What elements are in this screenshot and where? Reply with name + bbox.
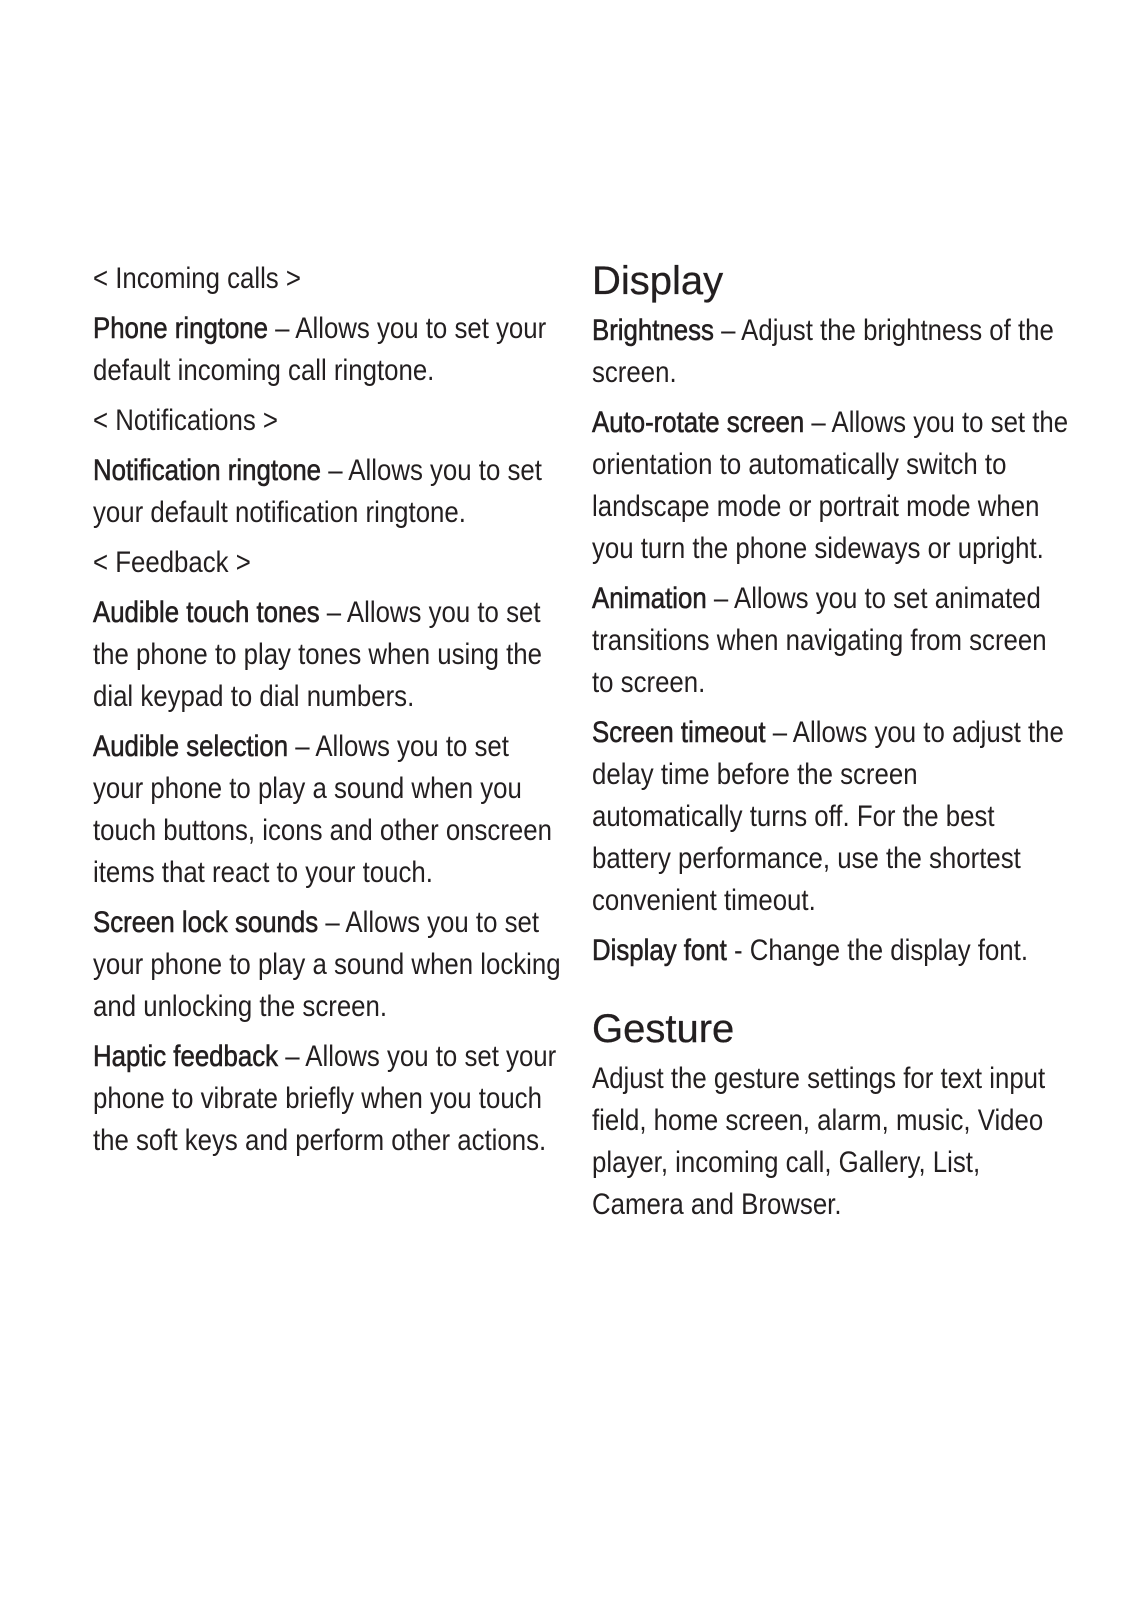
display-font-term: Display font	[592, 934, 727, 967]
brightness-entry	[592, 310, 1071, 394]
left-column	[93, 258, 563, 1170]
screen-timeout-term: Screen timeout	[592, 716, 766, 749]
notification-ringtone-text: – Allows you to set your default notification ringtone.	[93, 454, 542, 529]
haptic-feedback-term: Haptic feedback	[93, 1040, 279, 1073]
animation-term: Animation	[592, 582, 707, 615]
notifications-heading: < Notifications >	[93, 404, 279, 437]
haptic-feedback-entry	[93, 1036, 562, 1162]
auto-rotate-term: Auto-rotate screen	[592, 406, 805, 439]
right-column	[592, 258, 1072, 1234]
screen-timeout-entry	[592, 712, 1071, 922]
notification-ringtone-entry	[93, 450, 562, 534]
display-heading: Display	[592, 259, 724, 303]
audible-touch-tones-entry	[93, 592, 562, 718]
brightness-term: Brightness	[592, 314, 714, 347]
phone-ringtone-entry	[93, 308, 562, 392]
audible-touch-tones-term: Audible touch tones	[93, 596, 320, 629]
display-font-text: - Change the display font.	[726, 934, 1028, 967]
audible-touch-tones-text: – Allows you to set the phone to play tones when using the dial keypad to dial numbers.	[93, 596, 542, 713]
animation-entry	[592, 578, 1071, 704]
gesture-text: Adjust the gesture settings for text input field, home screen, alarm, music, Video player, incoming call, Gallery, List, Camera and Browser.	[592, 1062, 1046, 1221]
screen-lock-sounds-text: – Allows you to set your phone to play a sound when locking and unlocking the screen.	[93, 906, 561, 1023]
animation-text: – Allows you to set animated transitions when navigating from screen to screen.	[592, 582, 1047, 699]
brightness-text: – Adjust the brightness of the screen.	[592, 314, 1054, 389]
auto-rotate-text: – Allows you to set the orientation to automatically switch to landscape mode or portrait mode when you turn the phone sideways or upright.	[592, 406, 1069, 565]
audible-selection-term: Audible selection	[93, 730, 289, 763]
auto-rotate-entry	[592, 402, 1071, 570]
screen-lock-sounds-entry	[93, 902, 562, 1028]
display-font-entry	[592, 930, 1071, 972]
feedback-heading: < Feedback >	[93, 546, 251, 579]
haptic-feedback-text: – Allows you to set your phone to vibrate briefly when you touch the soft keys and perform other actions.	[93, 1040, 557, 1157]
audible-selection-text: – Allows you to set your phone to play a sound when you touch buttons, icons and other onscreen items that react to your touch.	[93, 730, 552, 889]
phone-ringtone-text: – Allows you to set your default incoming call ringtone.	[93, 312, 547, 387]
phone-ringtone-term: Phone ringtone	[93, 312, 269, 345]
audible-selection-entry	[93, 726, 562, 894]
screen-lock-sounds-term: Screen lock sounds	[93, 906, 319, 939]
screen-timeout-text: – Allows you to adjust the delay time before the screen automatically turns off. For the best battery performance, use the shortest convenient timeout.	[592, 716, 1064, 917]
incoming-calls-heading: < Incoming calls >	[93, 262, 301, 295]
notification-ringtone-term: Notification ringtone	[93, 454, 322, 487]
gesture-heading: Gesture	[592, 1007, 735, 1051]
